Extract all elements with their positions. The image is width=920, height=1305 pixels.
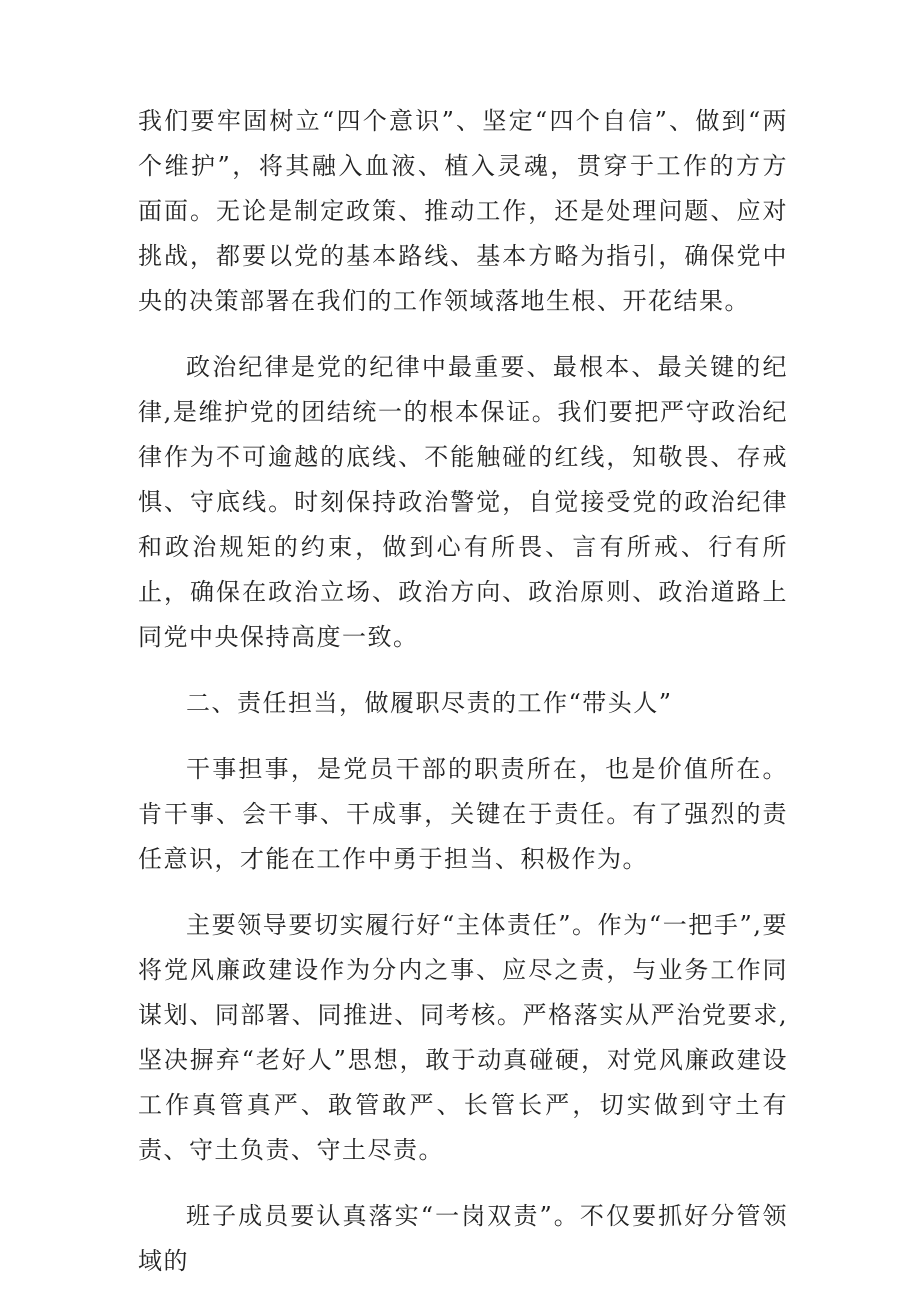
paragraph-main-responsibility: 主要领导要切实履行好“主体责任”。作为“一把手”,要将党风廉政建设作为分内之事、应尽之责，与业务工作同谋划、同部署、同推进、同考核。严格落实从严治党要求,坚决摒弃“老好人”思想，敢于动真碰硬，对党风廉政建设工作真管真严、敢管敢严、长管长严，切实做到守土有责、守土负责、守土尽责。	[138, 911, 788, 1164]
paragraph-dual-responsibility: 班子成员要认真落实“一岗双责”。不仅要抓好分管领域的	[138, 1202, 788, 1275]
section-heading-responsibility: 二、责任担当，做履职尽责的工作“带头人”	[186, 689, 673, 717]
paragraph-political-discipline: 政治纪律是党的纪律中最重要、最根本、最关键的纪律,是维护党的团结统一的根本保证。我们要把严守政治纪律作为不可逾越的底线、不能触碰的红线，知敬畏、存戒惧、守底线。时刻保持政治警觉，自觉接受党的政治纪律和政治规矩的约束，做到心有所畏、言有所戒、行有所止，确保在政治立场、政治方向、政治原则、政治道路上同党中央保持高度一致。	[138, 353, 788, 651]
paragraph-political-awareness: 我们要牢固树立“四个意识”、坚定“四个自信”、做到“两个维护”，将其融入血液、植入灵魂，贯穿于工作的方方面面。无论是制定政策、推动工作，还是处理问题、应对挑战，都要以党的基本路线、基本方略为指引，确保党中央的决策部署在我们的工作领域落地生根、开花结果。	[138, 107, 788, 315]
paragraph-duty: 干事担事，是党员干部的职责所在，也是价值所在。肯干事、会干事、干成事，关键在于责任。有了强烈的责任意识，才能在工作中勇于担当、积极作为。	[138, 755, 788, 873]
document-page	[138, 99, 788, 1305]
